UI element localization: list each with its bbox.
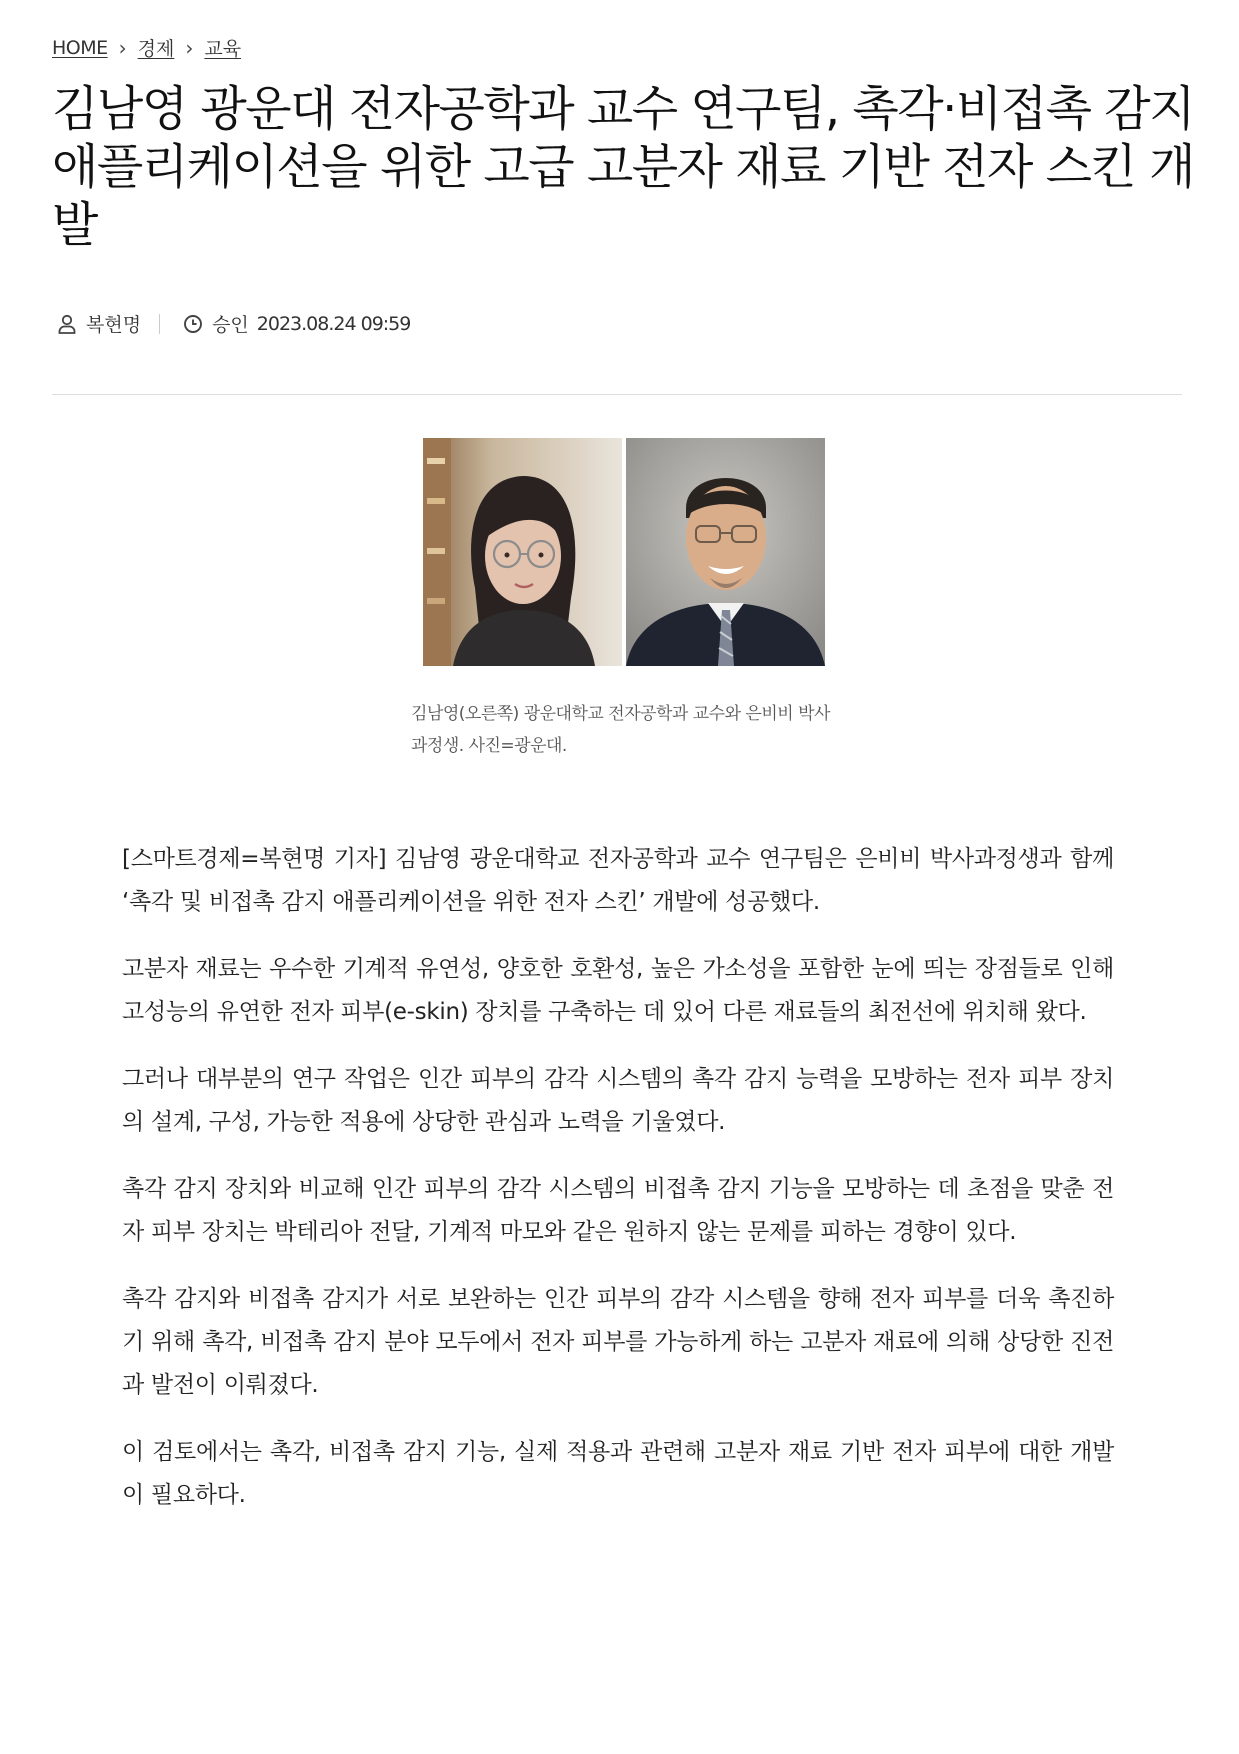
article-meta <box>56 310 410 337</box>
breadcrumb-section-link[interactable]: 경제 <box>137 38 175 60</box>
publish-datetime: 2023.08.24 09:59 <box>256 312 411 335</box>
article-paragraph: 촉각 감지와 비접촉 감지가 서로 보완하는 인간 피부의 감각 시스템을 향해 전자 피부를 더욱 촉진하기 위해 촉각, 비접촉 감지 분야 모두에서 전자 피부를 가능하게 하는 고분자 재료에 의해 상당한 진전과 발전이 이뤄졌다. <box>122 1286 1114 1398</box>
article-paragraph: 이 검토에서는 촉각, 비접촉 감지 기능, 실제 적용과 관련해 고분자 재료 기반 전자 피부에 대한 개발이 필요하다. <box>122 1439 1114 1508</box>
article-paragraph: [스마트경제=복현명 기자] 김남영 광운대학교 전자공학과 교수 연구팀은 은비비 박사과정생과 함께 ‘촉각 및 비접촉 감지 애플리케이션을 위한 전자 스킨’ 개발에 성공했다. <box>122 846 1114 915</box>
article-title: 김남영 광운대 전자공학과 교수 연구팀, 촉각·비접촉 감지 애플리케이션을 위한 고급 고분자 재료 기반 전자 스킨 개발 <box>52 81 1195 253</box>
meta-divider <box>159 314 160 334</box>
chevron-right-icon: › <box>185 35 194 60</box>
header-divider <box>52 394 1182 395</box>
photo-professor <box>626 438 825 666</box>
user-icon <box>56 313 78 335</box>
breadcrumb-home-link[interactable]: HOME <box>52 36 108 59</box>
article-photo <box>423 438 825 666</box>
breadcrumb <box>52 34 241 61</box>
clock-icon <box>182 313 204 335</box>
article-paragraph: 고분자 재료는 우수한 기계적 유연성, 양호한 호환성, 높은 가소성을 포함한 눈에 띄는 장점들로 인해 고성능의 유연한 전자 피부(e-skin) 장치를 구축하는 데 있어 다른 재료들의 최전선에 위치해 왔다. <box>122 956 1114 1025</box>
article-body <box>122 838 1114 1541</box>
photo-caption: 김남영(오른쪽) 광운대학교 전자공학과 교수와 은비비 박사과정생. 사진=광운대. <box>411 704 830 756</box>
article-paragraph: 촉각 감지 장치와 비교해 인간 피부의 감각 시스템의 비접촉 감지 기능을 모방하는 데 초점을 맞춘 전자 피부 장치는 박테리아 전달, 기계적 마모와 같은 원하지 않는 문제를 피하는 경향이 있다. <box>122 1176 1114 1245</box>
author-name[interactable]: 복현명 <box>86 314 142 336</box>
approval-label: 승인 <box>212 314 249 336</box>
chevron-right-icon: › <box>118 35 127 60</box>
photo-student <box>423 438 622 666</box>
breadcrumb-subsection-link[interactable]: 교육 <box>204 38 242 60</box>
article-paragraph: 그러나 대부분의 연구 작업은 인간 피부의 감각 시스템의 촉각 감지 능력을 모방하는 전자 피부 장치의 설계, 구성, 가능한 적용에 상당한 관심과 노력을 기울였다. <box>122 1066 1114 1135</box>
